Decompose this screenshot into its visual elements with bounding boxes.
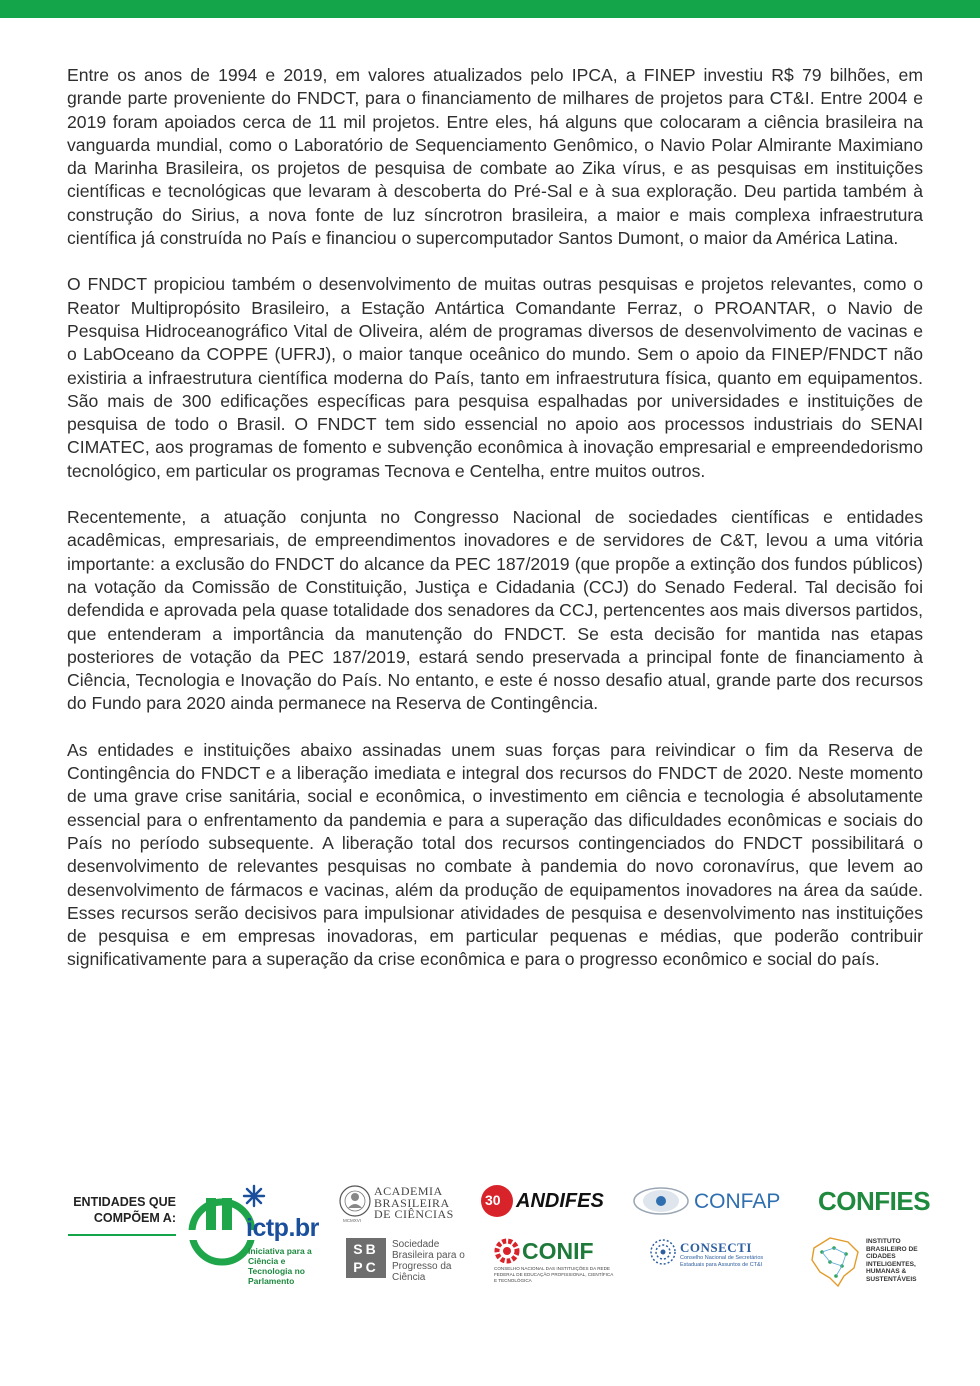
sbpc-mark: SB PC <box>346 1238 386 1278</box>
consecti-sphere-icon <box>650 1238 676 1266</box>
conif-gear-icon <box>494 1238 520 1264</box>
ictp-logo <box>182 1184 319 1294</box>
abc-seal-icon <box>338 1184 372 1220</box>
confies-name: CONFIES <box>818 1186 931 1216</box>
letter-body <box>67 64 923 995</box>
ibcihs-name: INSTITUTO BRASILEIRO DE CIDADES INTELIGENTES, HUMANAS & SUSTENTÁVEIS <box>866 1238 918 1283</box>
conif-subtitle: CONSELHO NACIONAL DAS INSTITUIÇÕES DA REDE FEDERAL DE EDUCAÇÃO PROFISSIONAL, CIENTÍFICA E TECNOLÓGICA <box>494 1266 614 1283</box>
paragraph-1: Entre os anos de 1994 e 2019, em valores atualizados pelo IPCA, a FINEP investiu R$ 79 bilhões, em grande parte proveniente do FNDCT, para o financiamento de milhares de projetos para CT&I. Entre 2004 e 2019 foram apoiados cerca de 11 mil projetos. Entre eles, há alguns que colocaram a ciência brasileira na vanguarda mundial, como o Laboratório de Sequenciamento Genômico, o Navio Polar Almirante Maximiano da Marinha Brasileira, os projetos de pesquisa de combate ao Zika vírus, e as pesquisas em instituições científicas e tecnológicas que levaram à descoberta do Pré-Sal e à sua exploração. Deu partida também à construção do Sirius, a nova fonte de luz síncrotron brasileira, a maior e mais complexa infraestrutura científica já construída no País e financiou o supercomputador Santos Dumont, o maior da América Latina. <box>67 65 923 249</box>
conif-name: CONIF <box>522 1238 594 1264</box>
entities-underline <box>68 1234 176 1236</box>
footer-logos <box>0 1170 980 1300</box>
ictp-tagline: Iniciativa para a Ciência e Tecnologia no Parlamento <box>248 1246 312 1286</box>
consecti-subtitle: Conselho Nacional de Secretários Estaduais para Assuntos de CT&I <box>680 1255 764 1268</box>
abc-name: ACADEMIA BRASILEIRA DE CIÊNCIAS <box>374 1184 454 1221</box>
sbpc-name: Sociedade Brasileira para o Progresso da Ciência <box>392 1239 465 1283</box>
andifes-badge-number: 30 <box>485 1192 501 1208</box>
confies-logo <box>818 1186 931 1222</box>
sbpc-logo <box>346 1238 466 1282</box>
paragraph-4: As entidades e instituições abaixo assinadas unem suas forças para reivindicar o fim da Reserva de Contingência do FNDCT e a liberação imediata e integral dos recursos do FNDCT de 2020. Neste momento de uma grave crise sanitária, social e econômica, o investimento em ciência e tecnologia é absolutamente essencial para o enfrentamento da pandemia e para a superação das dificuldades econômicas e sociais do País no período subsequente. A liberação total dos recursos contingenciados do FNDCT possibilitará o desenvolvimento de relevantes pesquisas no combate à pandemia do novo coronavírus, que levem ao desenvolvimento de fármacos e vacinas, além da produção de equipamentos inovadores na área da saúde. Esses recursos serão decisivos para impulsionar atividades de pesquisa e desenvolvimento nas instituições de pesquisa e em empresas inovadoras, em particular pequenas e médias, que poderão contribuir significativamente para a superação da crise econômica e para o progresso econômico e social do país. <box>67 739 923 970</box>
consecti-name: CONSECTI <box>680 1240 752 1255</box>
abc-year: MCMXVI <box>343 1218 361 1223</box>
paragraph-2: O FNDCT propiciou também o desenvolvimento de muitas outras pesquisas e projetos relevantes, como o Reator Multipropósito Brasileiro, a Estação Antártica Comandante Ferraz, o PROANTAR, o Navio de Pesquisa Hidroceanográfico Vital de Oliveira, além de programas diversos de desenvolvimento de vacinas e o LabOceano da COPPE (UFRJ), o maior tanque oceânico do mundo. Sem o apoio da FINEP/FNDCT não existiria a infraestrutura científica moderna do País, tanto em infraestrutura física, quanto em equipamentos. São mais de 300 edificações específicas para pesquisa espalhadas por universidades e instituições de pesquisa de todo o Brasil. O FNDCT tem sido essencial no apoio aos processos industriais do SENAI CIMATEC, aos programas de fomento e subvenção econômica à inovação empresarial e empreendedorismo tecnológico, em particular os programas Tecnova e Centelha, entre muitos outros. <box>67 274 923 481</box>
andifes-logo <box>480 1184 610 1220</box>
top-accent-bar <box>0 0 980 18</box>
entities-label: ENTIDADES QUE COMPÕEM A: <box>73 1195 176 1225</box>
confap-globe-icon <box>632 1186 690 1216</box>
abc-logo <box>338 1184 458 1224</box>
ibcihs-logo <box>808 1234 938 1290</box>
ictp-name: ictp.br <box>246 1214 319 1242</box>
confap-logo <box>632 1186 792 1220</box>
brazil-map-icon <box>808 1234 862 1288</box>
conif-logo <box>494 1238 614 1282</box>
paragraph-3: Recentemente, a atuação conjunta no Congresso Nacional de sociedades científicas e entidades acadêmicas, empresariais, de empreendimentos inovadores e de servidores de C&T, levou a uma vitória importante: a exclusão do FNDCT do alcance da PEC 187/2019 (que propõe a extinção dos fundos públicos) na votação da Comissão de Constituição, Justiça e Cidadania (CCJ) do Senado Federal. Tal decisão foi defendida e aprovada pela quase totalidade dos senadores da CCJ, pertencentes aos mais diversos partidos, que entenderam a importância da manutenção do FNDCT. Se esta decisão for mantida nas etapas posteriores de votação da PEC 187/2019, estará sendo preservada a principal fonte de financiamento à Ciência, Tecnologia e Inovação do País. No entanto, e este é nosso desafio atual, grande parte dos recursos do Fundo para 2020 ainda permanece na Reserva de Contingência. <box>67 507 923 714</box>
confap-name: CONFAP <box>694 1190 781 1213</box>
andifes-name: ANDIFES <box>516 1190 604 1212</box>
consecti-logo <box>650 1238 780 1282</box>
